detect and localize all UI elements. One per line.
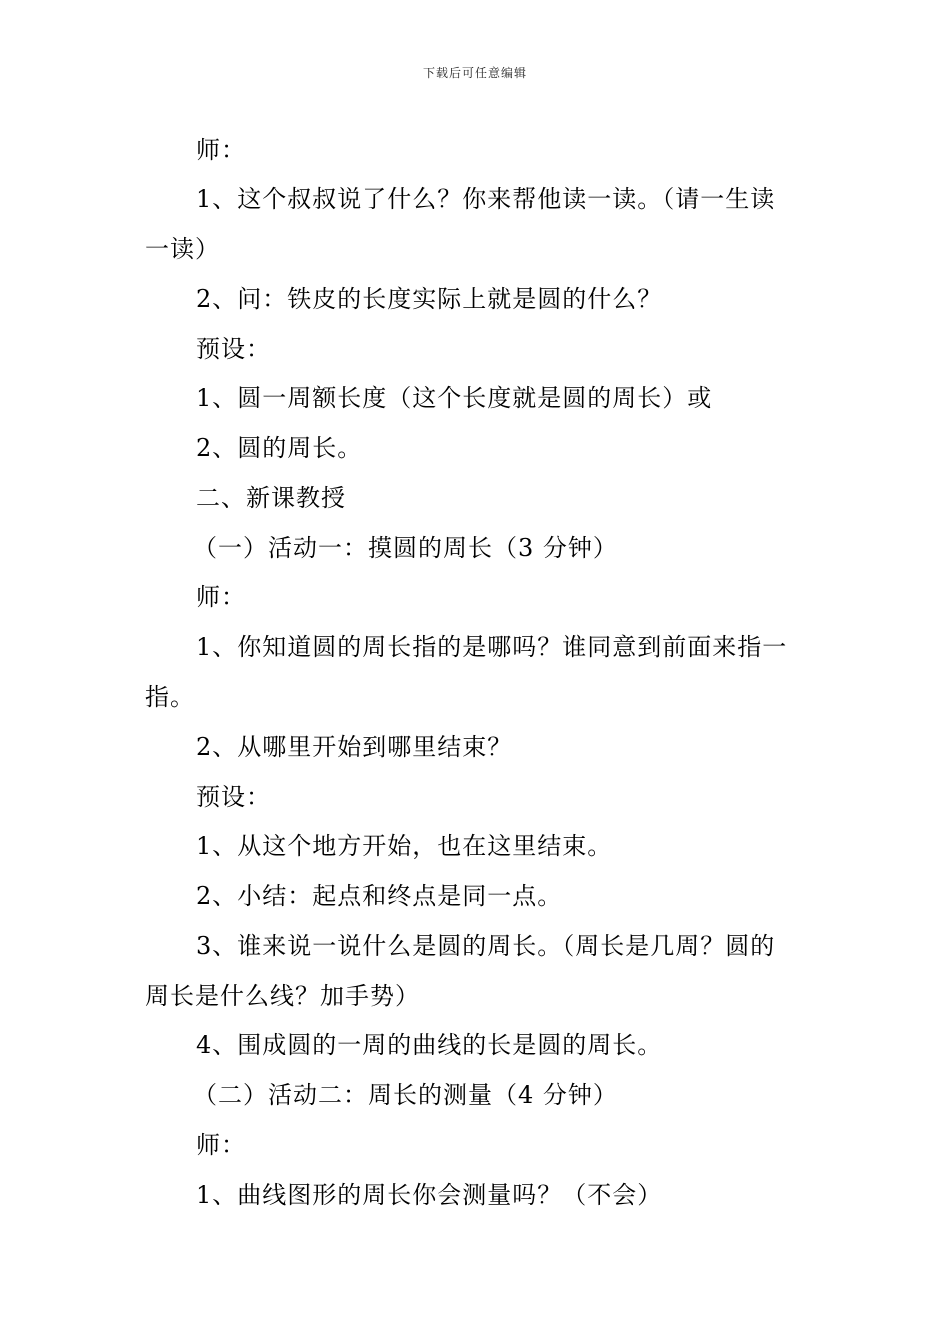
text-line: 师： [196, 136, 246, 164]
text-line: 1、你知道圆的周长指的是哪吗？谁同意到前面来指一 [196, 633, 788, 661]
text-line: 2、小结：起点和终点是同一点。 [196, 882, 563, 910]
text-line: 指。 [145, 683, 195, 711]
subsection-heading: （二）活动二：周长的测量（4 分钟） [193, 1081, 618, 1109]
page-header: 下载后可任意编辑 [422, 66, 527, 80]
text-line: 3、谁来说一说什么是圆的周长。（周长是几周？圆的 [196, 932, 776, 960]
text-line: 预设： [196, 783, 271, 811]
text-line: 师： [196, 1131, 246, 1159]
text-line: 1、曲线图形的周长你会测量吗？（不会） [196, 1181, 663, 1209]
subsection-heading: （一）活动一：摸圆的周长（3 分钟） [193, 534, 618, 562]
text-line: 1、从这个地方开始，也在这里结束。 [196, 832, 613, 860]
text-line: 1、圆一周额长度（这个长度就是圆的周长）或 [196, 384, 713, 412]
text-line: 师： [196, 583, 246, 611]
text-line: 1、这个叔叔说了什么？你来帮他读一读。（请一生读 [196, 185, 776, 213]
text-line: 预设： [196, 335, 271, 363]
text-line: 2、圆的周长。 [196, 434, 363, 462]
text-line: 一读） [145, 235, 220, 263]
text-line: 4、围成圆的一周的曲线的长是圆的周长。 [196, 1031, 663, 1059]
text-line: 2、从哪里开始到哪里结束？ [196, 733, 513, 761]
text-line: 2、问：铁皮的长度实际上就是圆的什么？ [196, 285, 663, 313]
section-heading: 二、新课教授 [196, 484, 346, 512]
text-line: 周长是什么线？加手势） [145, 982, 420, 1010]
